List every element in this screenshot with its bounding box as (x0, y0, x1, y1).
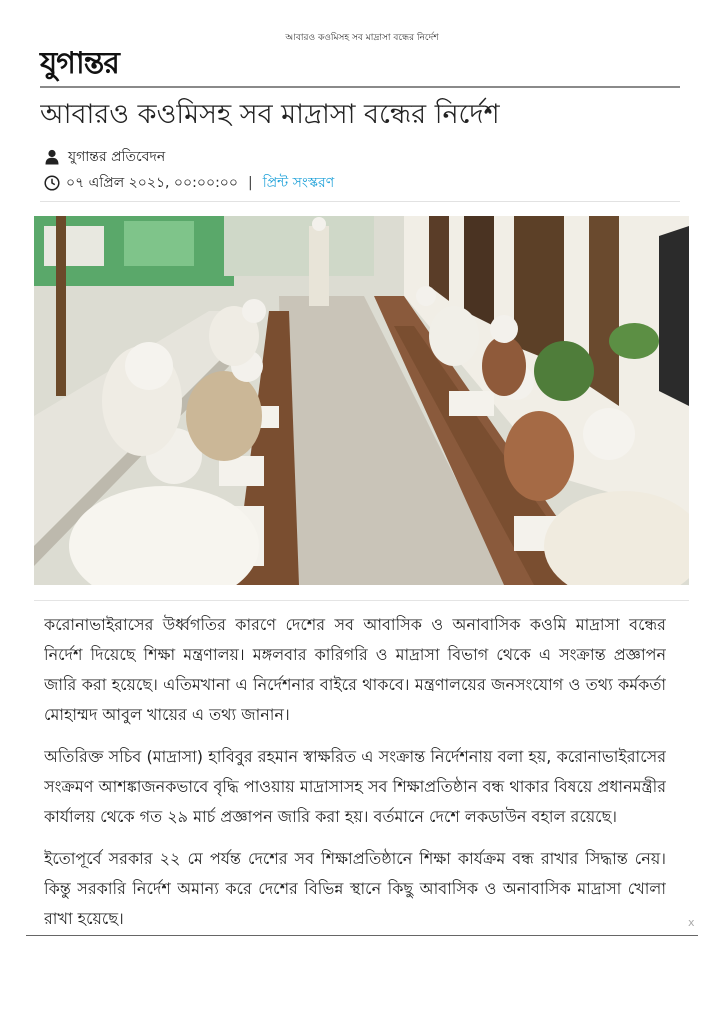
article-paragraph: অতিরিক্ত সচিব (মাদ্রাসা) হাবিবুর রহমান স্বাক্ষরিত এ সংক্রান্ত নির্দেশনায় বলা হয়, করোনাভাইরাসের সংক্রমণ আশঙ্কাজনকভাবে বৃদ্ধি পাওয়ায় মাদ্রাসাসহ সব শিক্ষাপ্রতিষ্ঠান বন্ধ থাকার বিষয়ে প্রধানমন্ত্রীর কার্যালয় থেকে গত ২৯ মার্চ প্রজ্ঞাপন জারি করা হয়। বর্তমানে দেশে লকডাউন বহাল রয়েছে। (44, 747, 666, 826)
site-logo[interactable] (40, 44, 190, 84)
article-dateline (44, 172, 334, 194)
print-edition-link[interactable]: প্রিন্ট সংস্করণ (262, 175, 335, 191)
print-page-header: আবারও কওমিসহ সব মাদ্রাসা বন্ধের নির্দেশ (285, 33, 439, 43)
article-paragraph: ইতোপূর্বে সরকার ২২ মে পর্যন্ত দেশের সব শিক্ষাপ্রতিষ্ঠানে শিক্ষা কার্যক্রম বন্ধ রাখার সিদ্ধান্ত নেয়। কিন্তু সরকারি নির্দেশ অমান্য করে দেশের বিভিন্ন স্থানে কিছু আবাসিক ও অনাবাসিক মাদ্রাসা খোলা রাখা হয়েছে। (44, 849, 666, 928)
author-name: যুগান্তর প্রতিবেদন (68, 149, 166, 165)
meta-separator: | (248, 175, 253, 191)
publish-date: ০৭ এপ্রিল ২০২১, ০০:০০:০০ (66, 175, 238, 191)
article-body (44, 610, 666, 936)
meta-divider (40, 201, 680, 202)
footer-divider (26, 935, 698, 936)
header-divider (40, 86, 680, 88)
close-icon[interactable]: x (688, 916, 695, 929)
photo-divider (34, 600, 689, 601)
article-byline (44, 146, 165, 168)
article-headline: আবারও কওমিসহ সব মাদ্রাসা বন্ধের নির্দেশ (40, 99, 500, 130)
user-icon (44, 149, 60, 165)
logo-text: যুগান্তর (40, 46, 119, 81)
article-paragraph: করোনাভাইরাসের উর্ধ্বগতির কারণে দেশের সব আবাসিক ও অনাবাসিক কওমি মাদ্রাসা বন্ধের নির্দেশ দিয়েছে শিক্ষা মন্ত্রণালয়। মঙ্গলবার কারিগরি ও মাদ্রাসা বিভাগ থেকে এ সংক্রান্ত প্রজ্ঞাপন জারি করা হয়েছে। এতিমখানা এ নির্দেশনার বাইরে থাকবে। মন্ত্রণালয়ের জনসংযোগ ও তথ্য কর্মকর্তা মোহাম্মদ আবুল খায়ের এ তথ্য জানান। (44, 615, 666, 724)
article-photo (34, 216, 689, 585)
clock-icon (44, 175, 60, 191)
